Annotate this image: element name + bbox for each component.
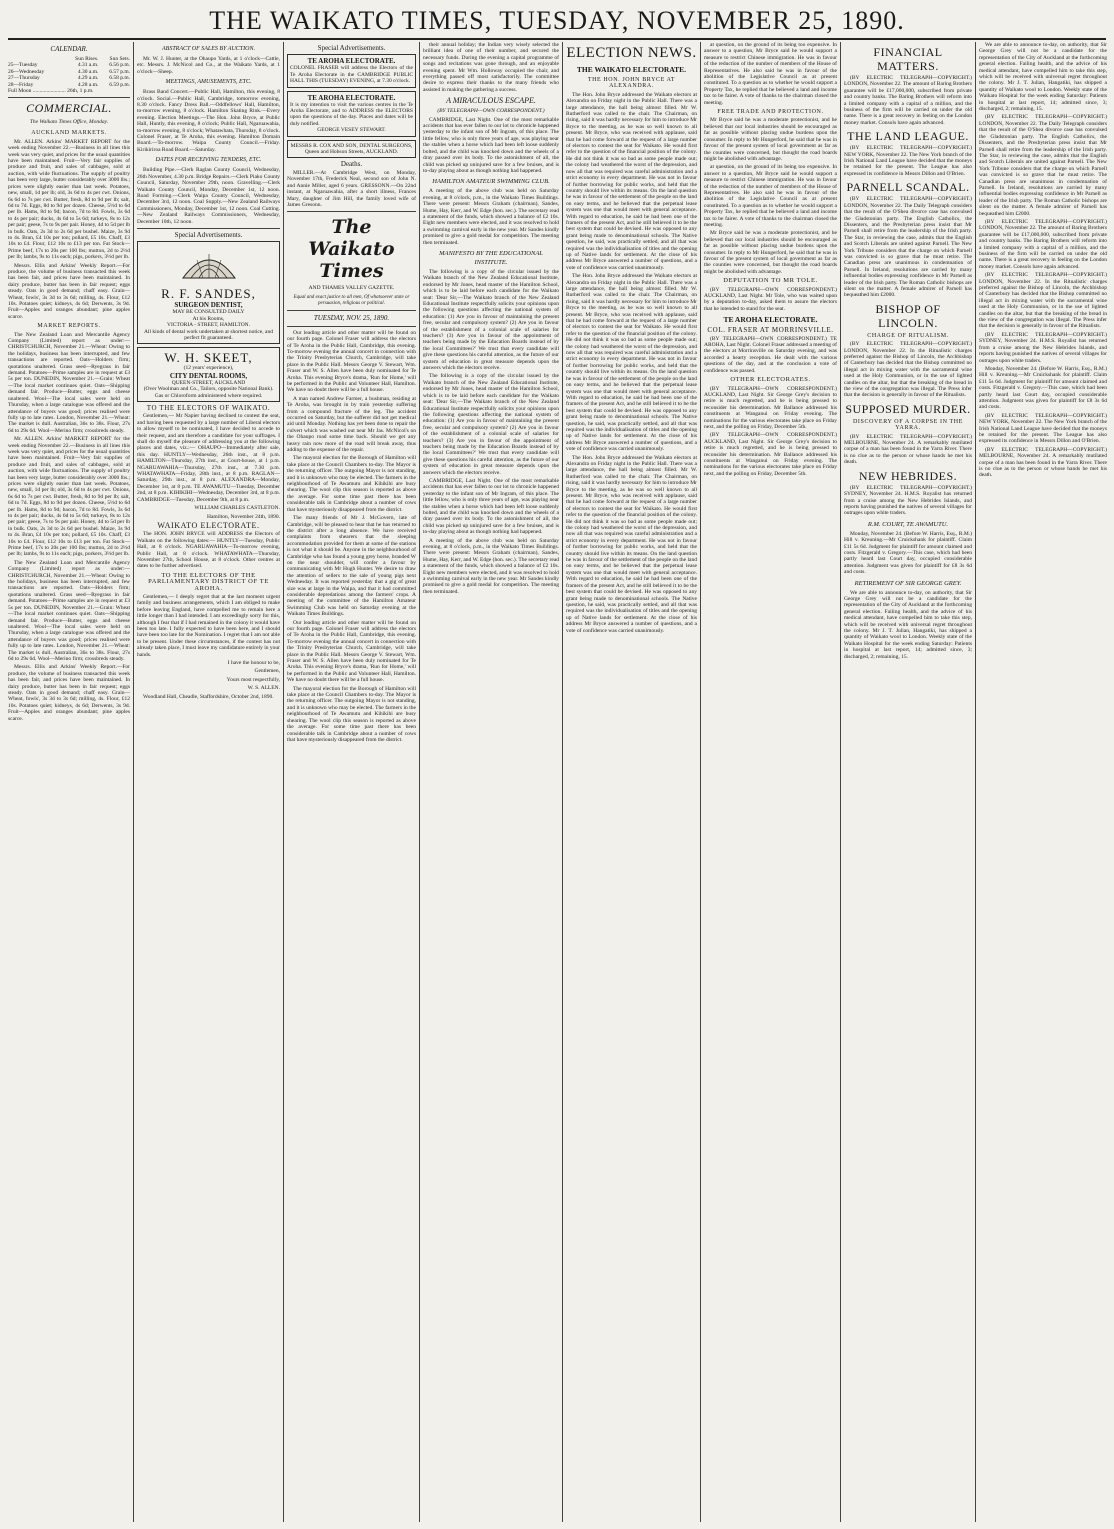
advert-text: COLONEL FRASER will address the Electors of the Te Aroha Electorate in the CAMBRIDGE PUBLIC HALL THIS (TUESDAY) EVENING, at 7.30 o'clock. (290, 65, 413, 85)
market-reports-heading: MARKET REPORTS. (37, 323, 101, 330)
bryce-heading: THE HON. JOHN BRYCE AT ALEXANDRA. (587, 77, 676, 90)
article-text: Mr Bryce said he was a moderate protectionist, and he believed that our local industries should be encouraged as far as possible without placing undue burdens upon the consumer. In reply to Mr Hungerford, he said that he was in favour of the present system of local government as far as the counties were concerned, but thought the road boards might be abolished with advantage. (704, 117, 837, 162)
article-text: We are able to announce to-day, on authority, that Sir George Grey will not be a candidate for the representation of the City of Auckland at the forthcoming general election. Failing health, and the advice of his medical attendant, have compelled him to take this step, which will be received with universal regret throughout the colony. Mr J. T. Julian, Hangatiki, has shipped a quantity of Waikato wool to London. Weekly state of the Waikato Hospital for the week ending Saturday: Patients in hospital at last report, 14; admitted since, 3; discharged, 2; remaining, 15. (979, 42, 1107, 113)
column-4 (423, 42, 559, 1522)
article-text: Mr. W. J. Hunter, at the Ohaupo Yards, at 1 o'clock—Cattle, etc. Messrs. J. McNicol and Co., at the Waikato Yards, at 1 o'clock—Sheep. (137, 56, 280, 75)
hebrides-heading: NEW HEBRIDES. (858, 468, 958, 483)
land-league-heading: THE LAND LEAGUE. (847, 129, 969, 144)
column-6 (704, 42, 837, 1522)
cox-advert (287, 140, 416, 159)
manifesto-heading: MANIFESTO BY THE EDUCATIONAL INSTITUTE. (439, 249, 543, 266)
financial-heading: FINANCIAL MATTERS. (873, 45, 943, 73)
article-text: A man named Andrew Farmer, a bushman, residing at Te Aroha, was brought in by train yesterday suffering from a compound fracture of the leg. The accident occurred on Saturday, but the sufferer did not get medical aid until Monday. Nothing has yet been done to repair the culvert which was washed out near Mr Jas. McNicol's on the Ohaupo road some time back. Should we get any heavy rain now more of the road will break away, thus adding to the expense of the repair. (287, 395, 416, 454)
sandes-line: MAY BE CONSULTED DAILY (172, 309, 245, 316)
article-text: The New Zealand Loan and Mercantile Agency Company (Limited) report as under:— CHRISTCHURCH, November 21.—Wheat: Owing to the holidays, business has been interrupted, and few transactions are reported. Oats—Holders firm; quotations unaltered. Grass seed—Ryegrass in fair demand. Potatoes—Prime samples are in request at £3 5s per ton. DUNEDIN, November 21.—Grain: Wheat—The local market continues quiet. Oats—Shipping demand fair. Produce—Butter, eggs and cheese unaltered. Wool—The local sales were held on Thursday, when a large catalogue was offered and the attendance of buyers was good; prices realised were fully up to late rates. London, November 21.—Wheat: The market is dull. Australian, 36s to 38s. Flour, 27s 6d to 29s 6d. Wool—Merino firm; crossbreds steady. (8, 559, 130, 662)
article-text: (BY ELECTRIC TELEGRAPH—COPYRIGHT.) NEW YORK, November 22. The New York branch of the Irish National Land League have decided that the moneys be retained for the present. The League has also expressed its confidence in Messrs Dillon and O'Brien. (844, 145, 972, 177)
divider (287, 326, 416, 327)
article-text: The mayoral election for the Borough of Hamilton will take place at the Council Chambers to-day. The Mayor is the returning officer. The outgoing Mayor is not standing, and it is unknown who may be elected. The farmers in the neighbourhood of Te Awamutu and Kihikihi are busy shearing. The wool clip this season is reported as above the average. For some time past there has been considerable talk in Cambridge about a number of cows that have mysteriously disappeared from the district. (287, 685, 416, 743)
article-text: (BY ELECTRIC TELEGRAPH—COPYRIGHT.) MELBOURNE, November 24. A remarkably mutilated corpse of a man has been found in the Yarra River. There is no clue as to the person or whose hands he met his death. (979, 446, 1107, 479)
waikato-electorate-subheading: THE WAIKATO ELECTORATE. (576, 65, 687, 74)
calendar-sunrise: 4.31 a.m. (77, 62, 99, 69)
te-aroha-electors-heading: TO THE ELECTORS OF THE PARLIAMENTARY DISTRICT OF TE AROHA. (148, 571, 269, 592)
calendar-sunset: 6.57 p.m. (109, 68, 130, 75)
calendar-table (8, 56, 130, 88)
column-rule (975, 42, 976, 1522)
article-text: at question, on the ground of its being too expensive. In answer to a question, Mr Bryce said he would support a measure to restrict Chinese immigration. He was in favour of the reduction of the number of members of the House of Representatives. He also said he was in favour of the abolition of the Legislative Council as at present constituted. To a question as to whether he would support a Property Tax, he replied that he believed a land and income tax to be fairer. A vote of thanks to the chairman closed the meeting. (704, 164, 837, 228)
article-text: A meeting of the above club was held on Saturday evening, at 8 o'clock, p.m., in the Waikato Times Buildings. There were present: Messrs Graham (chairman), Sandes, Hume, Hay, Kerr, and W. Edge (hon. sec.). The secretary read a statement of the funds, which showed a balance of £2 10s. Eight new members were elected, and it was resolved to hold a swimming carnival early in the new year. Mr Sandes kindly promised to give a gold medal for competition. The meeting then terminated. (423, 537, 559, 595)
article-text: The New Zealand Loan and Mercantile Agency Company (Limited) report as under:— CHRISTCHURCH, November 21.—Wheat: Owing to the holidays, business has been interrupted, and few transactions are reported. Oats—Holders firm; quotations unaltered. Grass seed—Ryegrass in fair demand. Potatoes—Prime samples are in request at £3 5s per ton. DUNEDIN, November 21.—Grain: Wheat—The local market continues quiet. Oats—Shipping demand fair. Produce—Butter, eggs and cheese unaltered. Wool—The local sales were held on Thursday, when a large catalogue was offered and the attendance of buyers was good; prices realised were fully up to late rates. London, November 21.—Wheat: The market is dull. Australian, 36s to 38s. Flour, 27s 6d to 29s 6d. Wool—Merino firm; crossbreds steady. (8, 331, 130, 434)
sandes-note: All kinds of dental work undertaken at shortest notice, and perfect fit guaranteed. (144, 328, 273, 341)
signature-line: I have the honour to be, (227, 660, 280, 667)
article-text: The HON. JOHN BRYCE will ADDRESS the Electors of Waikato on the following dates:— HUNTLY—Tuesday, Public Hall, at 8 o'clock. NGARUAWAHIA—To-morrow evening, Public Hall, at 8 o'clock. WHATAWHATA—Thursday, November 27th, School House, at 8 o'clock. Other centres at dates to be further advertised. (137, 531, 280, 570)
article-text: MILLER.—At Cambridge West, on Monday, November 17th, Frederick Neal, second son of John N. and Annie Miller, aged 6 years. GRESSONN.—On 22nd instant, at Ngaruawahia, after a short illness, Frances Mary, daughter of Jim Hill, the family loved wife of James Gresonn. (287, 169, 416, 208)
murder-heading: SUPPOSED MURDER. (845, 401, 971, 416)
article-text: Mr. ALLEN. Arkins' MARKET REPORT for the week ending November 22.—Business in all lines this week was very quiet, and prices for the usual quantities have been maintained. Fruit—Very fair supplies of produce and fruit, and sales of cabbages, sold at auction, with wide fluctuations. The supply of poultry has been very large, butter considerably over 3000 lbs.; prices were slightly easier than last week. Potatoes, new, small, 1d per lb; old, 3s 6d to 4s per cwt. Onions, 6s 6d to 7s per cwt. Butter, fresh, 8d to 9d per lb; salt, 6d to 7d. Eggs, 8d to 9d per dozen. Cheese, 5½d to 6d per lb. Hams, 8d to 9d; bacon, 7d to 8d. Fowls, 3s 6d to 4s per pair; ducks, 4s 6d to 5s 6d; turkeys, 8s to 12s per pair; geese, 7s to 9s per pair. Honey, 4d to 5d per lb in bulk. Oats, 2s 3d to 2s 6d per bushel. Maize, 3s 9d to 4s. Bran, £4 10s per ton; pollard, £5 10s. Chaff, £3 10s to £4. Flour, £12 10s to £13 per ton. Fat Stock—Prime beef, 17s to 20s per 100 lbs; mutton, 2d to 2½d per lb; lambs, 9s to 11s each; pigs, porkers, 3½d per lb. (8, 436, 130, 558)
calendar-col-header: Sun Rises. (75, 56, 99, 62)
signature-date: Hamilton, November 24th, 1890. (206, 513, 280, 520)
sandes-title: SURGEON DENTIST, (174, 301, 243, 310)
paper-title: The Waikato Times (308, 216, 395, 283)
article-text: Our leading article and other matter will be found on our fourth page. Colonel Fraser will address the electors of Te Aroha in the Public Hall, Cambridge, this evening. To-morrow evening the annual concert in connection with the Trinity Presbyterian Church, Cambridge, will take place in the Public Hall. Messrs George V. Stewart, Wm. Fraser and W. S. Allen have been duly nominated for Te Aroha. This evening Bryce's drama, 'Run for Home,' will be performed in the Public and Volunteer Hall, Hamilton. We have no doubt there will be a full house. (287, 329, 416, 394)
article-text: (BY ELECTRIC TELEGRAPH—COPYRIGHT.) LONDON, November 22. The Daily Telegraph considers that the result of the O'Shea divorce case has convulsed the Gladstonian party. The English Catholics, the Dissenters, and the Presbyterian press insist that Mr Parnell shall retire from the leadership of the Irish party. The Star, in reviewing the case, admits that the English and Scotch Liberals are united against Parnell. The New York Tribune considers that the charge on which Parnell was convicted is so grave that he must retire. The Canadian press are unanimous in condemnation of Parnell. In Ireland, resolutions are carried by many influential bodies expressing confidence in Mr Parnell as leader of the Irish party. The Roman Catholic bishops are silent on the matter. A female admirer of Parnell has bequeathed him £2000. (844, 196, 972, 299)
calendar-col-header: Sun Sets. (109, 56, 130, 62)
divider (8, 97, 130, 98)
skeet-note: Gas or Chloroform administered where required. (154, 392, 263, 399)
article-text: (BY ELECTRIC TELEGRAPH—COPYRIGHT.) LONDON, November 22. In the Ritualistic charges preferred against the Bishop of Lincoln, the Archbishop of Canterbury has decided that the Bishop committed no illegal act in mixing water with the sacramental wine used at the Holy Communion, or in the use of lighted candles on the altar, but that the breaking of the bread in the view of the congregation was illegal. The Press infer that the decision is generally in favour of the Ritualists. (844, 341, 972, 399)
skeet-line: CITY DENTAL ROOMS, (169, 371, 248, 380)
calendar-sunrise: 4.29 a.m. (77, 75, 99, 82)
column-7 (844, 42, 972, 1522)
article-text: The many friends of Mr J. McGovern, late of Cambridge, will be pleased to hear that he has returned to the district after a long absence. We have received complaints from shearers that the sleeping accommodation provided for them at some of the stations is not what it should be. Anyone in the neighbourhood of Cambridge who has found a young grey horse, branded W on the near shoulder, will confer a favour by communicating with Mr Hugh Hunter. We desire to draw the attention of sellers to the sale of young pigs next Wednesday. It was reported yesterday that a gig of great size was at large in the Waipa, and that it had committed considerable depredations among the farmers' crops. A meeting of the committee of the Hamilton Amateur Swimming Club was held on Saturday evening at the Waikato Times Buildings. (287, 515, 416, 618)
column-8 (979, 42, 1107, 1522)
advert-signature: GEORGE VESEY STEWART. (317, 127, 386, 134)
divider (287, 310, 416, 311)
other-electorates-heading: OTHER ELECTORATES. (730, 376, 811, 384)
advert-text: MESSRS R. COX AND SON, DENTAL SURGEONS, Queen and Hobson Streets, AUCKLAND. (290, 142, 413, 156)
calendar-day: 28—Friday (8, 81, 34, 88)
masthead (0, 6, 1114, 36)
article-text: (BY ELECTRIC TELEGRAPH—COPYRIGHT.) SYDNEY, November 24. H.M.S. Royalist has returned from a cruise among the New Hebrides Islands, and reports having punished the natives of several villages for outrages upon white traders. (844, 484, 972, 517)
parnell-heading: PARNELL SCANDAL. (846, 180, 970, 195)
calendar-sunset: 6.59 p.m. (109, 81, 130, 88)
calendar-day: 27—Thursday (8, 75, 40, 82)
article-text: Monday, November 24. (Before W. Harris, Esq., R.M.) Hill v. Kreuning.—Mr Cruickshank for plaintiff. Claim £11 5s 6d. Judgment for plaintiff for amount claimed and costs. Fitzgerald v. Gregory.—This case, which had been partly heard last Court day, occupied considerable attention. Judgment was given for plaintiff for £8 3s 6d and costs. (844, 530, 972, 576)
article-text: (BY ELECTRIC TELEGRAPH—COPYRIGHT.) NEW YORK, November 22. The New York branch of the Irish National Land League have decided that the moneys be retained for the present. The League has also expressed its confidence in Messrs Dillon and O'Brien. (979, 412, 1107, 445)
article-text: We are able to announce to-day, on authority, that Sir George Grey will not be a candidate for the representation of the City of Auckland at the forthcoming general election. Failing health, and the advice of his medical attendant, have compelled him to take this step, which will be received with universal regret throughout the colony. Mr J. T. Julian, Hangatiki, has shipped a quantity of Waikato wool to London. Weekly state of the Waikato Hospital for the week ending Saturday: Patients in hospital at last report, 14; admitted since, 3; discharged, 2; remaining, 15. (844, 589, 972, 660)
article-text: (BY ELECTRIC TELEGRAPH—COPYRIGHT.) SYDNEY, November 24. H.M.S. Royalist has returned from a cruise among the New Hebrides Islands, and reports having punished the natives of several villages for outrages upon white traders. (979, 331, 1107, 364)
rm-court-heading: R.M. COURT, TE AWAMUTU. (867, 520, 949, 528)
sandes-name: R. F. SANDES, (161, 286, 256, 302)
column-2 (137, 42, 280, 1522)
masthead-rule (8, 38, 1106, 40)
sandes-line: VICTORIA - STREET, HAMILTON. (166, 322, 251, 329)
article-text: The mayoral election for the Borough of Hamilton will take place at the Council Chambers to-day. The Mayor is the returning officer. The outgoing Mayor is not standing, and it is unknown who may be elected. The farmers in the neighbourhood of Te Awamutu and Kihikihi are busy shearing. The wool clip this season is reported as above the average. For some time past there has been considerable talk in Cambridge about a number of cows that have mysteriously disappeared from the district. (287, 455, 416, 513)
article-text: their annual holiday; the Indian very wisely selected the brilliant idea of one of their number, and secured the necessary funds. During the evening a capital programme of songs and recitations was gone through, and an enjoyable evening spent. Mr Wm. Holloway occupied the chair, and everything passed off most satisfactorily. The committee desire to express their thanks to the many friends who assisted in making the gathering a success. (423, 42, 559, 93)
deaths-heading: Deaths. (340, 160, 363, 169)
skeet-line: (Over Woolman and Co., Tailors, opposite National Bank). (143, 386, 274, 393)
masthead-title: THE WAIKATO TIMES, TUESDAY, NOVEMBER 25, 1890. (209, 6, 905, 35)
shell-illustration-icon (179, 248, 239, 282)
signature: WILLIAM CHARLES CASTLETON. (194, 505, 280, 512)
calendar-sunrise: 4.28 a.m. (77, 81, 99, 88)
article-text: Messrs. Ellis and Arkins' Weekly Report.—For produce, the volume of business transacted this week has been fair, and prices have been maintained. In dairy produce, butter has been in fair request; eggs steady. Oats in good demand; chaff easy. Grain—Wheat, fowls', 3s 3d to 3s 6d; milling, 4s. Flour, £12 10s. Potatoes quiet; kidneys, 4s 6d; Derwents, 3s 9d. Fruit—Apples and oranges abundant; pine apples scarce. (8, 262, 130, 320)
skeet-line: (12 years' experience), (183, 365, 234, 372)
article-text: (BY ELECTRIC TELEGRAPH—COPYRIGHT.) MELBOURNE, November 24. A remarkably mutilated corpse of a man has been found in the Yarra River. There is no clue as to the person or whose hands he met his death. (844, 433, 972, 466)
column-5 (566, 42, 697, 1522)
escape-dateline: (BY TELEGRAPH—OWN CORRESPONDENT.) (437, 108, 545, 115)
column-rule (562, 42, 563, 1522)
commercial-subheading: The Waikato Times Office, Monday. (29, 119, 109, 126)
sandes-line: At his Rooms, (192, 315, 225, 322)
article-text: (BY TELEGRAPH—OWN CORRESPONDENT.) TE AROHA, Last Night. Colonel Fraser addressed a meeting of the electors at Morrinsville on Saturday evening, and was accorded a hearty reception. He dealt with the various questions of the day, and at the conclusion a vote of confidence was passed. (704, 335, 837, 374)
article-text: Our leading article and other matter will be found on our fourth page. Colonel Fraser will address the electors of Te Aroha in the Public Hall, Cambridge, this evening. To-morrow evening the annual concert in connection with the Trinity Presbyterian Church, Cambridge, will take place in the Public Hall. Messrs George V. Stewart, Wm. Fraser and W. S. Allen have been duly nominated for Te Aroha. This evening Bryce's drama, 'Run for Home,' will be performed in the Public and Volunteer Hall, Hamilton. We have no doubt there will be a full house. (287, 619, 416, 684)
article-text: Mr. ALLEN. Arkins' MARKET REPORT for the week ending November 22.—Business in all lines this week was very quiet, and prices for the usual quantities have been maintained. Fruit—Very fair supplies of produce and fruit, and sales of cabbages, sold at auction, with wide fluctuations. The supply of poultry has been very large, butter considerably over 3000 lbs.; prices were slightly easier than last week. Potatoes, new, small, 1d per lb; old, 3s 6d to 4s per cwt. Onions, 6s 6d to 7s per cwt. Butter, fresh, 8d to 9d per lb; salt, 6d to 7d. Eggs, 8d to 9d per dozen. Cheese, 5½d to 6d per lb. Hams, 8d to 9d; bacon, 7d to 8d. Fowls, 3s 6d to 4s per pair; ducks, 4s 6d to 5s 6d; turkeys, 8s to 12s per pair; geese, 7s to 9s per pair. Honey, 4d to 5d per lb in bulk. Oats, 2s 3d to 2s 6d per bushel. Maize, 3s 9d to 4s. Bran, £4 10s per ton; pollard, £5 10s. Chaff, £3 10s to £4. Flour, £12 10s to £13 per ton. Fat Stock—Prime beef, 17s to 20s per 100 lbs; mutton, 2d to 2½d per lb; lambs, 9s to 11s each; pigs, porkers, 3½d per lb. (8, 138, 130, 261)
article-text: The Hon. John Bryce addressed the Waikato electors at Alexandra on Friday night in the Public Hall. There was a large attendance, the hall being almost filled. Mr W. Rutherford was called to the chair. The Chairman, on rising, said it was hardly necessary for him to introduce Mr Bryce to the meeting, as he was so well known to all present. Mr Bryce, who was received with applause, said that he had come forward at the request of a large number of electors to contest the seat for Waikato. He would first refer to the question of the financial position of the colony. He did not think it was so bad as some people made out; the colony had weathered the worst of the depression, and now all that was required was careful administration and a strict economy in every department. He was not in favour of further borrowing for public works, and held that the country should live within its means. On the land question he was in favour of the settlement of the people on the land on easy terms, and he believed that the perpetual lease system was one that would meet with general acceptance. With regard to education, he said he had been one of the framers of the present Act, and he still believed it to be the best system that could be devised. He was opposed to any grant being made to denominational schools. The Native question, he said, was practically settled, and all that was required was the individualisation of titles and the opening up of Native lands for settlement. At the close of his address Mr Bryce answered a number of questions, and a vote of confidence was carried unanimously. (566, 454, 697, 634)
signature-place: Woodland Hall, Cheadle, Staffordshire, October 2nd, 1890. (143, 693, 274, 700)
dates-heading: DATES FOR RECEIVING TENDERS, ETC. (155, 157, 262, 164)
calendar-day: 26—Wednesday (8, 68, 45, 75)
section-heading: FREE TRADE AND PROTECTION. (717, 109, 824, 116)
signature: W. S. ALLEN. (247, 685, 280, 692)
column-rule (133, 42, 134, 1522)
grey-heading: RETIREMENT OF SIR GEORGE GREY. (854, 579, 962, 587)
te-aroha-heading: TE AROHA ELECTORATE. (723, 315, 818, 325)
calendar-heading: CALENDAR. (50, 45, 88, 53)
article-text: The following is a copy of the circular issued by the Waikato branch of the New Zealand Educational Institute, endorsed by Mr Jones, head master of the Hamilton School, which is to be laid before each candidate for the Waikato seat: 'Dear Sir,—The Waikato branch of the New Zealand Educational Institute respectfully solicits your opinions upon the following questions affecting the national system of education: (1) Are you in favour of maintaining the present free, secular and compulsory system? (2) Are you in favour of the establishment of a colonial scale of salaries for teachers? (3) Are you in favour of the appointment of teachers being made by the Education Boards instead of by the local Committees?' We trust that every candidate will give these questions his careful attention, as the future of our system of education in great measure depends upon the answers which the electors receive. (423, 268, 559, 372)
article-text: (BY ELECTRIC TELEGRAPH—COPYRIGHT.) LONDON, November 22. The amount of Baring Brothers guarantee will be £17,000,000, subscribed from private and country banks. The Baring Brothers will reform into a limited company with a capital of a million, and the business of the firm will be carried on under the old name. There is a great recovery in feeling on the London money market. Consols have again advanced. (844, 75, 972, 126)
article-text: Gentlemen,— Mr Napier having declined to contest the seat, and having been requested by a large number of Liberal electors to allow myself to be nominated, I have decided to accede to their request, and am therefore a candidate for your suffrages. I shall do myself the pleasure of addressing you at the following places and dates, viz.:— OHAUPO—Immediately after sale, this day. HUNTLY—Wednesday, 26th inst., at 8 p.m. HAMILTON—Thursday, 27th inst., at Court-house, at 1 p.m. NGARUAWAHIA—Thursday, 27th inst., at 7.30 p.m. WHATAWHATA—Friday, 28th inst., at 8 p.m. RAGLAN—Saturday, 29th inst., at 8 p.m. ALEXANDRA—Monday, December 1st, at 8 p.m. TE AWAMUTU—Tuesday, December 2nd, at 8 p.m. KIHIKIHI—Wednesday, December 3rd, at 8 p.m. CAMBRIDGE—Tuesday, December 9th, at 8 p.m. (137, 413, 280, 503)
fraser-heading: COL. FRASER AT MORRINSVILLE. (707, 326, 834, 335)
signature-line: Yours most respectfully, (226, 676, 280, 683)
article-text: at question, on the ground of its being too expensive. In answer to a question, Mr Bryce said he would support a measure to restrict Chinese immigration. He was in favour of the reduction of the number of members of the House of Representatives. He also said he was in favour of the abolition of the Legislative Council as at present constituted. To a question as to whether he would support a Property Tax, he replied that he believed a land and income tax to be fairer. A vote of thanks to the chairman closed the meeting. (704, 42, 837, 106)
deputation-heading: DEPUTATION TO MR TOLE. (723, 277, 818, 285)
auckland-markets-heading: AUCKLAND MARKETS. (31, 130, 107, 137)
swimming-heading: HAMILTON AMATEUR SWIMMING CLUB. (432, 178, 550, 186)
paper-motto: Equal and exact justice to all men, Of whatsoever state or persuasion, religious or political. (293, 294, 410, 306)
escape-heading: A MIRACULOUS ESCAPE. (446, 96, 536, 106)
skeet-advert (137, 347, 280, 402)
article-text: CAMBRIDGE, Last Night. One of the most remarkable accidents that has ever fallen to our lot to chronicle happened yesterday to the infant son of Mr Ingram, of this place. The little fellow, who is only three years of age, was playing near the stables when a horse which had been left loose suddenly bolted, and the child was knocked down and the wheels of a dray passed over its body. To the astonishment of all, the child was picked up uninjured save for a few bruises, and is to-day playing about as though nothing had happened. (423, 477, 559, 536)
article-text: A meeting of the above club was held on Saturday evening, at 8 o'clock, p.m., in the Waikato Times Buildings. There were present: Messrs Graham (chairman), Sandes, Hume, Hay, Kerr, and W. Edge (hon. sec.). The secretary read a statement of the funds, which showed a balance of £2 10s. Eight new members were elected, and it was resolved to hold a swimming carnival early in the new year. Mr Sandes kindly promised to give a gold medal for competition. The meeting then terminated. (423, 188, 559, 246)
article-text: Brass Band Concert.—Public Hall, Hamilton, this evening, 8 o'clock. Social.—Public Hall, Cambridge, tomorrow evening, 8.30 o'clock. Fancy Dress Ball.—Oddfellows' Hall, Hamilton, to-morrow evening, 8 o'clock. Hamilton Skating Rink.—Every evening. Election Meetings.—The Hon. John Bryce, at Public Hall, Huntly, this evening, 8 o'clock; Public Hall, Ngaruawahia, to-morrow evening, 8 o'clock; Whatawhata, Thursday, 8 o'clock. Colonel Fraser, at Te Aroha, this evening. Hamilton Domain Board.—To-morrow. Waipa County Council.—Friday. Kirikiriroa Road Board.—Saturday. (137, 89, 280, 153)
sandes-advert (137, 241, 280, 344)
abstract-heading: ABSTRACT OF SALES BY AUCTION. (162, 46, 255, 52)
article-text: Messrs. Ellis and Arkins' Weekly Report.—For produce, the volume of business transacted this week has been fair, and prices have been maintained. In dairy produce, butter has been in fair request; eggs steady. Oats in good demand; chaff easy. Grain—Wheat, fowls', 3s 3d to 3s 6d; milling, 4s. Flour, £12 10s. Potatoes quiet; kidneys, 4s 6d; Derwents, 3s 9d. Fruit—Apples and oranges abundant; pine apples scarce. (8, 664, 130, 722)
paper-date: TUESDAY, NOV. 25, 1890. (313, 313, 390, 322)
special-ads-heading: Special Advertisements. (174, 230, 243, 239)
calendar-day: 25—Tuesday (8, 62, 38, 69)
calendar-sunset: 6.56 p.m. (109, 62, 130, 69)
column-3 (287, 42, 416, 1522)
electors-heading: TO THE ELECTORS OF WAIKATO. (146, 404, 271, 412)
advert-title: TE AROHA ELECTORATE. (307, 57, 396, 66)
article-text: Gentlemen,— I deeply regret that at the last moment urgent family and business arrangements, which I am obliged to make before leaving England, have compelled me to remain here a little longer than I had intended. I am exceedingly sorry for this, although I fear that if I had remained in the colony it would have been too late. I fully expected to have been here, and I should have been too late for the Nomination. I regret that I am not able to be present. Under these circumstances, if the contest has not already taken place, I must leave my candidature entirely in your hands. (137, 593, 280, 658)
skeet-line: QUEEN-STREET, AUCKLAND (171, 379, 246, 386)
article-text: The Hon. John Bryce addressed the Waikato electors at Alexandra on Friday night in the Public Hall. There was a large attendance, the hall being almost filled. Mr W. Rutherford was called to the chair. The Chairman, on rising, said it was hardly necessary for him to introduce Mr Bryce to the meeting, as he was so well known to all present. Mr Bryce, who was received with applause, said that he had come forward at the request of a large number of electors to contest the seat for Waikato. He would first refer to the question of the financial position of the colony. He did not think it was so bad as some people made out; the colony had weathered the worst of the depression, and now all that was required was careful administration and a strict economy in every department. He was not in favour of further borrowing for public works, and held that the country should live within its means. On the land question he was in favour of the settlement of the people on the land on easy terms, and he believed that the perpetual lease system was one that would meet with general acceptance. With regard to education, he said he had been one of the framers of the present Act, and he still believed it to be the best system that could be devised. He was opposed to any grant being made to denominational schools. The Native question, he said, was practically settled, and all that was required was the individualisation of titles and the opening up of Native lands for settlement. At the close of his address Mr Bryce answered a number of questions, and a vote of confidence was carried unanimously. (566, 91, 697, 271)
article-text: CAMBRIDGE, Last Night. One of the most remarkable accidents that has ever fallen to our lot to chronicle happened yesterday to the infant son of Mr Ingram, of this place. The little fellow, who is only three years of age, was playing near the stables when a horse which had been left loose suddenly bolted, and the child was knocked down and the wheels of a dray passed over its body. To the astonishment of all, the child was picked up uninjured save for a few bruises, and is to-day playing about as though nothing had happened. (423, 116, 559, 174)
signature-line: Gentlemen, (254, 668, 280, 675)
article-text: Mr Bryce said he was a moderate protectionist, and he believed that our local industries should be encouraged as far as possible without placing undue burdens upon the consumer. In reply to Mr Hungerford, he said that he was in favour of the present system of local government as far as the counties were concerned, but thought the road boards might be abolished with advantage. (704, 230, 837, 275)
column-rule (283, 42, 284, 1522)
murder-subheading: DISCOVERY OF A CORPSE IN THE YARRA. (853, 418, 963, 432)
article-text: The Hon. John Bryce addressed the Waikato electors at Alexandra on Friday night in the Public Hall. There was a large attendance, the hall being almost filled. Mr W. Rutherford was called to the chair. The Chairman, on rising, said it was hardly necessary for him to introduce Mr Bryce to the meeting, as he was so well known to all present. Mr Bryce, who was received with applause, said that he had come forward at the request of a large number of electors to contest the seat for Waikato. He would first refer to the question of the financial position of the colony. He did not think it was so bad as some people made out; the colony had weathered the worst of the depression, and now all that was required was careful administration and a strict economy in every department. He was not in favour of further borrowing for public works, and held that the country should live within its means. On the land question he was in favour of the settlement of the people on the land on easy terms, and he believed that the perpetual lease system was one that would meet with general acceptance. With regard to education, he said he had been one of the framers of the present Act, and he still believed it to be the best system that could be devised. He was opposed to any grant being made to denominational schools. The Native question, he said, was practically settled, and all that was required was the individualisation of titles and the opening up of Native lands for settlement. At the close of his address Mr Bryce answered a number of questions, and a vote of confidence was carried unanimously. (566, 273, 697, 453)
article-text: (BY TELEGRAPH—OWN CORRESPONDENT.) AUCKLAND, Last Night. Mr Tole, who was waited upon by a deputation to-day, asked them to assure the electors that he intended to stand for the seat. (704, 286, 837, 312)
stewart-advert (287, 91, 416, 137)
commercial-heading: COMMERCIAL. (26, 101, 112, 116)
calendar-sunrise: 4.30 a.m. (77, 68, 99, 75)
article-text: (BY ELECTRIC TELEGRAPH—COPYRIGHT.) LONDON, November 22. In the Ritualistic charges preferred against the Bishop of Lincoln, the Archbishop of Canterbury has decided that the Bishop committed no illegal act in mixing water with the sacramental wine used at the Holy Communion, or in the use of lighted candles on the altar, but that the breaking of the bread in the view of the congregation was illegal. The Press infer that the decision is generally in favour of the Ritualists. (979, 272, 1107, 330)
meetings-heading: MEETINGS, AMUSEMENTS, ETC. (165, 79, 252, 86)
paper-subtitle: AND THAMES VALLEY GAZETTE. (308, 285, 395, 292)
skeet-name: W. H. SKEET, (164, 350, 253, 366)
divider (287, 211, 416, 212)
column-rule (840, 42, 841, 1522)
fraser-advert (287, 54, 416, 87)
special-ads-heading: Special Advertisements. (317, 44, 386, 52)
waikato-electorate-heading: WAIKATO ELECTORATE. (157, 520, 260, 530)
divider (137, 228, 280, 229)
article-text: (BY TELEGRAPH—OWN CORRESPONDENT.) AUCKLAND, Last Night. Sir George Grey's decision to retire is much regretted, and he is being pressed to reconsider his determination. Mr Ballance addressed his constituents at Wanganui on Friday evening. The nominations for the various electorates take place on Friday next, and the polling on Friday, December 5th. (704, 385, 837, 430)
article-text: (BY TELEGRAPH—OWN CORRESPONDENT.) AUCKLAND, Last Night. Sir George Grey's decision to retire is much regretted, and he is being pressed to reconsider his determination. Mr Ballance addressed his constituents at Wanganui on Friday evening. The nominations for the various electorates take place on Friday next, and the polling on Friday, December 5th. (704, 432, 837, 477)
column-rule (700, 42, 701, 1522)
advert-text: It is my intention to visit the various centres in the Te Aroha Electorate, and to ADDRESS the ELECTORS upon the questions of the day. Places and dates will be duly notified. (290, 101, 413, 127)
article-text: The following is a copy of the circular issued by the Waikato branch of the New Zealand Educational Institute, endorsed by Mr Jones, head master of the Hamilton School, which is to be laid before each candidate for the Waikato seat: 'Dear Sir,—The Waikato branch of the New Zealand Educational Institute respectfully solicits your opinions upon the following questions affecting the national system of education: (1) Are you in favour of maintaining the present free, secular and compulsory system? (2) Are you in favour of the establishment of a colonial scale of salaries for teachers? (3) Are you in favour of the appointment of teachers being made by the Education Boards instead of by the local Committees?' We trust that every candidate will give these questions his careful attention, as the future of our system of education in great measure depends upon the answers which the electors receive. (423, 373, 559, 476)
article-text: Building Pipe.—Clerk Raglan County Council, Wednesday, 26th November, 4.30 p.m. Bridge Repairs.—Clerk Piako County Council, Saturday, November 29th, noon. Gravelling.—Clerk Waikato County Council, Monday, December 1st, 12 noon. Road Forming.—Clerk Waipa County Council, Wednesday, December 3rd, 12 noon. Coal Supply.—New Zealand Railways Commissioners, Monday, December 1st, 12 noon. Coal Cutting.—New Zealand Railways Commissioners, Wednesday, December 10th, 12 noon. (137, 167, 280, 225)
lincoln-subheading: CHARGE OF RITUALISM. (867, 332, 949, 339)
lincoln-heading: BISHOP OF LINCOLN. (875, 301, 941, 330)
article-text: Monday, November 24. (Before W. Harris, Esq., R.M.) Hill v. Kreuning.—Mr Cruickshank for plaintiff. Claim £11 5s 6d. Judgment for plaintiff for amount claimed and costs. Fitzgerald v. Gregory.—This case, which had been partly heard last Court day, occupied considerable attention. Judgment was given for plaintiff for £8 3s 6d and costs. (979, 365, 1107, 411)
calendar-moon: Full Moon ........................ 26th, 1 p.m. (8, 88, 94, 95)
article-text: (BY ELECTRIC TELEGRAPH—COPYRIGHT.) LONDON, November 22. The Daily Telegraph considers that the result of the O'Shea divorce case has convulsed the Gladstonian party. The English Catholics, the Dissenters, and the Presbyterian press insist that Mr Parnell shall retire from the leadership of the Irish party. The Star, in reviewing the case, admits that the English and Scotch Liberals are united against Parnell. The New York Tribune considers that the charge on which Parnell was convicted is so grave that he must retire. The Canadian press are unanimous in condemnation of Parnell. In Ireland, resolutions are carried by many influential bodies expressing confidence in Mr Parnell as leader of the Irish party. The Roman Catholic bishops are silent on the matter. A female admirer of Parnell has bequeathed him £2000. (979, 114, 1107, 217)
column-1 (8, 42, 130, 1522)
calendar-sunset: 6.58 p.m. (109, 75, 130, 82)
article-text: (BY ELECTRIC TELEGRAPH—COPYRIGHT.) LONDON, November 22. The amount of Baring Brothers guarantee will be £17,000,000, subscribed from private and country banks. The Baring Brothers will reform into a limited company with a capital of a million, and the business of the firm will be carried on under the old name. There is a great recovery in feeling on the London money market. Consols have again advanced. (979, 218, 1107, 270)
election-news-heading: ELECTION NEWS. (566, 45, 697, 61)
advert-title: TE AROHA ELECTORATE. (307, 93, 396, 102)
column-rule (419, 42, 420, 1522)
